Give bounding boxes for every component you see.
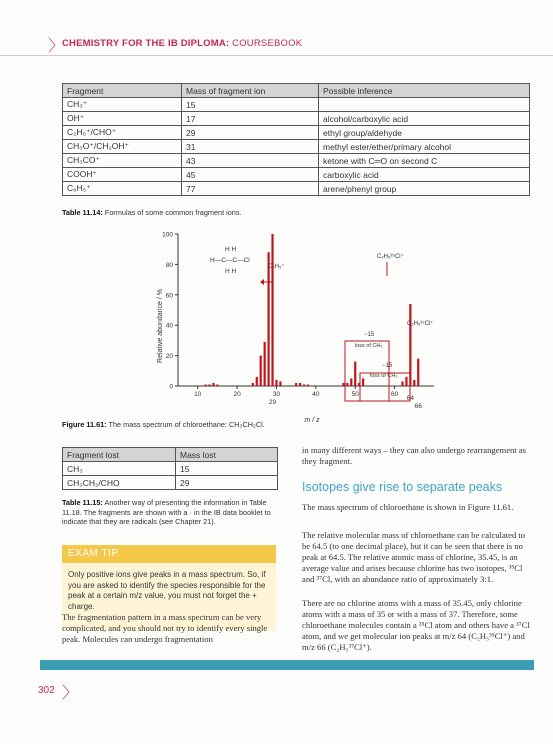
table-row <box>63 126 530 140</box>
loss-ch3-a: loss of CH₃ <box>355 343 383 349</box>
table-row <box>63 98 530 112</box>
footer-bar <box>40 660 534 670</box>
minus15-a: −15 <box>364 332 375 338</box>
peak66-label: C₂H₅³⁷Cl⁺ <box>407 321 434 327</box>
structure-bottom-h: H H <box>225 268 237 275</box>
book-title: CHEMISTRY FOR THE IB DIPLOMA: <box>62 38 230 49</box>
caption-label: Table 11.14: <box>62 208 103 217</box>
arrowhead-icon <box>260 279 264 285</box>
table-cell: 45 <box>182 168 319 182</box>
right-paragraph-3: There are no chlorine atoms with a mass of 35.45, only chlorine atoms with a mass of 35 or with a mass of 37. Therefore, some chloroethane molecules contain a ³⁵Cl atom and others have a ³⁷Cl atom, and we get molecular ion peaks at m/z 64 (C₂H₅³⁵Cl⁺) and m/z 66 (C₂H₅³⁷Cl⁺). <box>302 598 530 652</box>
caption-label: Table 11.15: <box>62 498 103 507</box>
table-cell: 29 <box>176 476 278 490</box>
spectrum-peak <box>350 378 352 386</box>
table-row <box>63 154 530 168</box>
table-cell: carboxylic acid <box>319 168 530 182</box>
table-cell: 77 <box>182 182 319 196</box>
spectrum-peak <box>295 383 297 386</box>
fragment-lost-table <box>62 447 278 490</box>
exam-tip-header <box>62 545 276 563</box>
table-cell: CH₃CH₂/CHO <box>63 476 176 490</box>
chevron-icon: 〉 <box>48 36 65 55</box>
x-tick-label: 20 <box>233 391 241 398</box>
table-cell: CH₃O⁺/CH₂OH⁺ <box>63 140 182 154</box>
peak29-label: C₂H₅⁺ <box>268 264 285 270</box>
exam-tip-text: Only positive ions give peaks in a mass spectrum. So, if you are asked to identify the species responsible for the peak at a certain m/z value, you must not forget the + charge. <box>68 570 266 611</box>
running-head <box>48 36 303 55</box>
peak64-label: C₂H₅³⁵Cl⁺ <box>377 254 404 260</box>
x-tick-label: 50 <box>351 391 359 398</box>
figure-caption <box>62 420 265 429</box>
table-row <box>63 140 530 154</box>
spectrum-peak <box>354 362 356 386</box>
left-paragraph: The fragmentation pattern in a mass spectrum can be very complicated, and you should not try to identify every single peak. Molecules can undergo fragmentation <box>62 612 268 644</box>
spectrum-peak <box>204 384 206 386</box>
fragment-ion-table <box>62 83 530 196</box>
spectrum-peak <box>346 383 348 386</box>
spectrum-peak <box>362 378 364 386</box>
table-cell: alcohol/carboxylic acid <box>319 112 530 126</box>
spectrum-peak <box>216 384 218 386</box>
caption-text: Formulas of some common fragment ions. <box>104 208 242 217</box>
x-tick-label: 40 <box>312 391 320 398</box>
table-row <box>63 462 278 476</box>
table-cell: OH⁺ <box>63 112 182 126</box>
table-cell: methyl ester/ether/primary alcohol <box>319 140 530 154</box>
structure-top-h: H H <box>225 246 237 253</box>
table-cell: 31 <box>182 140 319 154</box>
x-axis-label: m / z <box>304 417 320 424</box>
spectrum-peak <box>252 383 254 386</box>
spectrum-peak <box>271 234 273 386</box>
table-header-row <box>63 84 530 98</box>
table-cell: ethyl group/aldehyde <box>319 126 530 140</box>
table-row <box>63 182 530 196</box>
x-extra-label: 29 <box>268 399 277 406</box>
spectrum-peak <box>279 381 281 386</box>
spectrum-peak <box>260 356 262 386</box>
table-header-cell: Fragment lost <box>63 448 176 462</box>
table-cell: CH₃CO⁺ <box>63 154 182 168</box>
structure-main: H—C—C—Cl <box>210 257 250 264</box>
y-tick-label: 0 <box>169 383 173 391</box>
spectrum-peak <box>275 380 277 386</box>
spectrum-peak <box>256 377 258 386</box>
table-cell: 15 <box>176 462 278 476</box>
spectrum-peak <box>299 383 301 386</box>
table-row <box>63 476 278 490</box>
table-cell <box>319 98 530 112</box>
x-tick-label: 30 <box>272 391 281 398</box>
y-tick-label: 60 <box>165 292 173 300</box>
y-axis-label: Relative abundance / % <box>157 289 164 363</box>
exam-tip-title: EXAM TIP <box>68 548 119 559</box>
table2-caption <box>62 498 278 527</box>
spectrum-peak <box>417 359 419 386</box>
table-cell: C₆H₅⁺ <box>63 182 182 196</box>
spectrum-peak <box>264 342 266 386</box>
section-heading: Isotopes give rise to separate peaks <box>302 480 503 494</box>
mass-spectrum-chart <box>150 226 440 426</box>
y-tick-label: 100 <box>162 231 173 239</box>
y-tick-label: 80 <box>165 261 173 269</box>
table-row <box>63 168 530 182</box>
x-tick-label: 60 <box>390 391 399 398</box>
header-rule <box>0 55 553 56</box>
spectrum-peak <box>208 384 210 386</box>
table-header-cell: Possible inference <box>319 84 530 98</box>
page-number: 302 <box>38 685 55 696</box>
book-subtitle: COURSEBOOK <box>232 38 303 49</box>
y-tick-label: 20 <box>165 353 173 361</box>
x-extra-label: 64 <box>406 395 414 402</box>
spectrum-peak <box>307 384 309 386</box>
spectrum-peak <box>342 383 344 386</box>
right-paragraph-2: The relative molecular mass of chloroethane can be calculated to be 64.5 (to one decimal place), but it can be seen that there is no peak at 64.5. The relative atomic mass of chlorine, 35.45, is an average value and arises because chlorine has two isotopes, ³⁵Cl and ³⁷Cl, with an abundance ratio of approximately 3:1. <box>302 530 526 584</box>
table-cell: 15 <box>182 98 319 112</box>
table-cell: arene/phenyl group <box>319 182 530 196</box>
caption-text: Another way of presenting the information in Table 11.18. The fragments are shown with a · in the IB data booklet to indicate that they are radicals (see Chapter 21). <box>62 498 271 526</box>
table-header-cell: Mass lost <box>176 448 278 462</box>
table-row <box>63 112 530 126</box>
figure-caption-label: Figure 11.61: <box>62 420 107 429</box>
right-intro-paragraph: in many different ways – they can also undergo rearrangement as they fragment. <box>302 445 526 466</box>
table-cell: C₂H₅⁺/CHO⁺ <box>63 126 182 140</box>
spectrum-peak <box>413 380 415 386</box>
table-header-row <box>63 448 278 462</box>
spectrum-peak <box>401 381 403 386</box>
table-header-cell: Fragment <box>63 84 182 98</box>
x-extra-label: 66 <box>414 403 422 410</box>
table-cell: 29 <box>182 126 319 140</box>
table-caption <box>62 208 242 217</box>
figure-caption-text: The mass spectrum of chloroethane: CH₃CH₂Cl. <box>108 420 265 429</box>
right-paragraph-1: The mass spectrum of chloroethane is shown in Figure 11.61. <box>302 502 514 512</box>
spectrum-peak <box>405 377 407 386</box>
x-tick-label: 10 <box>194 391 202 398</box>
chevron-icon: 〉 <box>62 683 79 702</box>
table-cell: CH₃⁺ <box>63 98 182 112</box>
y-tick-label: 40 <box>165 322 173 330</box>
table-cell: 17 <box>182 112 319 126</box>
spectrum-peak <box>267 252 269 386</box>
table-cell: ketone with C═O on second C <box>319 154 530 168</box>
spectrum-peak <box>303 384 305 386</box>
table-cell: 43 <box>182 154 319 168</box>
table-header-cell: Mass of fragment ion <box>182 84 319 98</box>
minus15-b: −15 <box>382 363 393 369</box>
table-cell: COOH⁺ <box>63 168 182 182</box>
spectrum-peak <box>212 383 214 386</box>
loss-ch3-b: loss of CH₃ <box>370 373 398 379</box>
table-cell: CH₃ <box>63 462 176 476</box>
